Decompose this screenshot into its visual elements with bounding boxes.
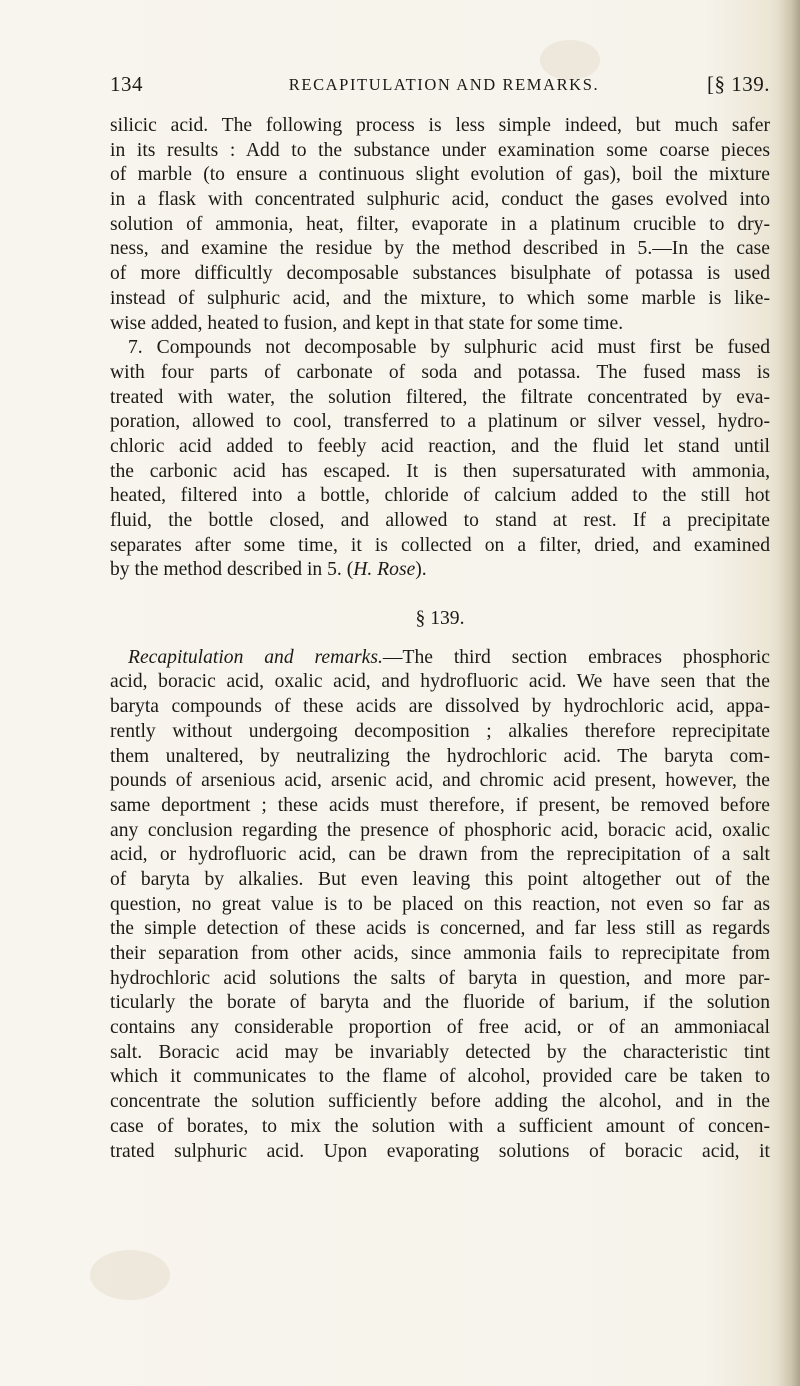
text-line: instead of sulphuric acid, and the mixture, to which some marble is like- xyxy=(110,287,770,309)
text-line: acid, boracic acid, oxalic acid, and hydrofluoric acid. We have seen that the xyxy=(110,671,770,693)
text-line: hydrochloric acid solutions the salts of baryta in question, and more par- xyxy=(110,967,770,989)
text-line: concentrate the solution sufficiently before adding the alcohol, and in the xyxy=(110,1091,770,1113)
text-line: in a flask with concentrated sulphuric acid, conduct the gases evolved into xyxy=(110,189,770,211)
text-line: with four parts of carbonate of soda and potassa. The fused mass is xyxy=(110,361,770,383)
text-line xyxy=(110,646,770,671)
text-fragment: by the method described in 5. ( xyxy=(110,559,354,581)
text-line: of marble (to ensure a continuous slight evolution of gas), boil the mixture xyxy=(110,164,770,186)
text-line: contains any considerable proportion of free acid, or of an ammoniacal xyxy=(110,1017,770,1039)
text-line: their separation from other acids, since ammonia fails to reprecipitate from xyxy=(110,943,770,964)
text-line: in its results : Add to the substance under examination some coarse pieces xyxy=(110,139,770,161)
paper-stain xyxy=(90,1250,170,1300)
text-line: 7. Compounds not decomposable by sulphuric acid must first be fused xyxy=(128,337,770,359)
text-line: which it communicates to the flame of alcohol, provided care be taken to xyxy=(110,1066,770,1088)
text-line: heated, filtered into a bottle, chloride of calcium added to the still hot xyxy=(110,485,770,507)
text-line: case of borates, to mix the solution with a sufficient amount of concen- xyxy=(110,1115,770,1137)
page-header xyxy=(110,72,770,106)
text-line: of baryta by alkalies. But even leaving this point altogether out of the xyxy=(110,868,770,890)
section-heading: § 139. xyxy=(415,608,465,630)
text-line: separates after some time, it is collected on a filter, dried, and examined xyxy=(110,534,770,556)
text-line: treated with water, the solution filtered, the filtrate concentrated by eva- xyxy=(110,386,770,408)
paragraph-continuation xyxy=(110,114,770,336)
page-number: 134 xyxy=(110,72,143,96)
text-line: silicic acid. The following process is less simple indeed, but much safer xyxy=(110,115,770,136)
running-head: RECAPITULATION AND REMARKS. xyxy=(288,75,600,94)
attribution-author: H. Rose xyxy=(353,559,416,581)
section-lead-title: Recapitulation and remarks. xyxy=(128,646,383,668)
text-line: of more difficultly decomposable substances bisulphate of potassa is used xyxy=(110,263,770,285)
text-line: poration, allowed to cool, transferred to a platinum or silver vessel, hydro- xyxy=(110,411,770,433)
text-line: any conclusion regarding the presence of phosphoric acid, boracic acid, oxalic xyxy=(110,819,770,841)
text-line: the simple detection of these acids is concerned, and far less still as regards xyxy=(110,918,770,940)
section-reference: [§ 139. xyxy=(707,72,770,96)
text-line: same deportment ; these acids must therefore, if present, be removed before xyxy=(110,794,770,816)
text-line: salt. Boracic acid may be invariably detected by the characteristic tint xyxy=(110,1041,770,1063)
text-line: ness, and examine the residue by the method described in 5.—In the case xyxy=(110,238,770,260)
text-line: baryta compounds of these acids are dissolved by hydrochloric acid, appa- xyxy=(110,696,770,718)
paragraph-item-7 xyxy=(110,336,770,583)
text-line: chloric acid added to feebly acid reaction, and the fluid let stand until xyxy=(110,435,770,457)
text-line: question, no great value is to be placed on this reaction, not even so far as xyxy=(110,893,770,915)
section-paragraph xyxy=(110,646,770,1164)
text-line: them unaltered, by neutralizing the hydrochloric acid. The baryta com- xyxy=(110,745,770,767)
text-line: the carbonic acid has escaped. It is then supersaturated with ammonia, xyxy=(110,460,770,482)
text-line: fluid, the bottle closed, and allowed to stand at rest. If a precipitate xyxy=(110,510,770,531)
text-line: wise added, heated to fusion, and kept in that state for some time. xyxy=(110,312,624,334)
page-edge-shadow xyxy=(778,0,800,1386)
text-line: trated sulphuric acid. Upon evaporating solutions of boracic acid, it xyxy=(110,1140,770,1162)
text-line: rently without undergoing decomposition ; alkalies therefore reprecipitate xyxy=(110,720,770,742)
text-line: ticularly the borate of baryta and the fluoride of barium, if the solution xyxy=(110,992,770,1014)
text-line xyxy=(110,558,770,583)
text-fragment: —The third section embraces phosphoric xyxy=(382,646,770,668)
text-line: pounds of arsenious acid, arsenic acid, and chromic acid present, however, the xyxy=(110,770,770,792)
text-line: solution of ammonia, heat, filter, evaporate in a platinum crucible to dry- xyxy=(110,213,770,235)
page-body xyxy=(110,114,770,1164)
text-line: acid, or hydrofluoric acid, can be drawn from the reprecipitation of a salt xyxy=(110,844,770,866)
text-fragment: ). xyxy=(415,559,427,581)
